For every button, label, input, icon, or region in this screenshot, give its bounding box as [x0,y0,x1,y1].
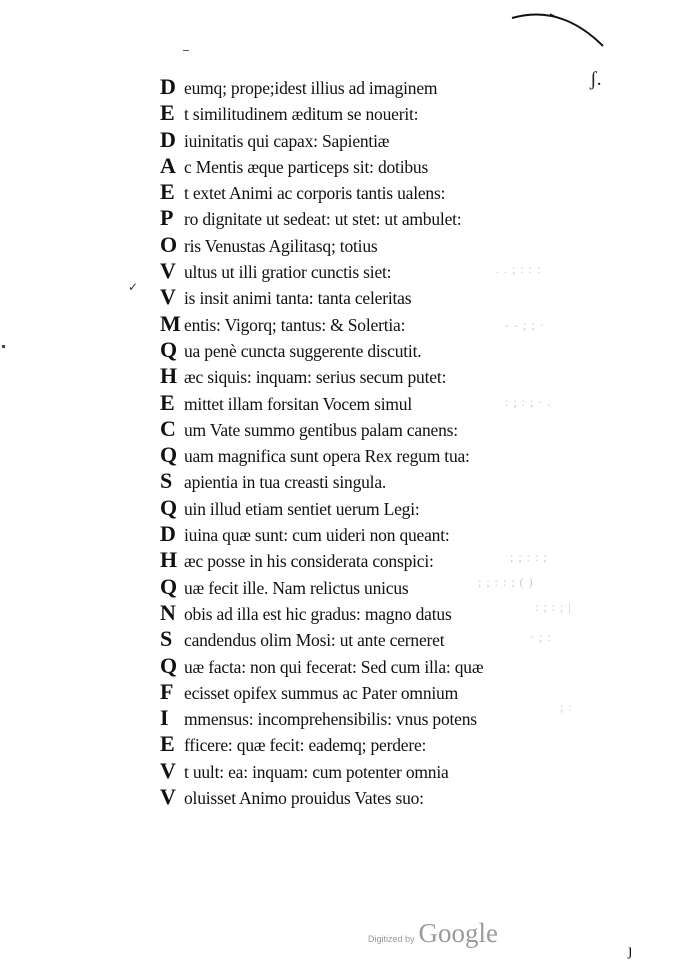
line-initial: O [160,231,177,257]
line-text: ua penè cuncta suggerente discutit. [184,340,422,361]
line-text: ecisset opifex summus ac Pater omnium [184,682,459,703]
line-text: eumq; prope;idest illius ad imaginem [184,78,438,98]
line-text: um Vate summo gentibus palam canens: [184,419,458,440]
line-text: apientia in tua creasti singula. [184,472,387,493]
line-initial: M [160,310,181,336]
text-line [160,626,620,652]
line-initial: E [160,389,175,415]
text-line [160,705,620,731]
line-text: obis ad illa est hic gradus: magno datus [184,603,452,624]
text-line [160,521,620,547]
text-line [160,653,620,679]
line-text: uam magnifica sunt opera Rex regum tua: [184,446,470,467]
text-line [160,311,620,337]
line-initial: D [160,74,176,99]
text-line [160,337,620,363]
line-text: t similitudinem æditum se nouerit: [184,104,419,125]
line-initial: S [160,626,173,652]
bleed-through-text: - - ; ; · [505,318,545,332]
bleed-through-text: : ; : ; · . [505,395,552,409]
line-text: mmensus: incomprehensibilis: vnus potens [184,709,477,730]
line-initial: Q [160,336,177,362]
line-text: iuina quæ sunt: cum uideri non queant: [184,525,450,546]
line-text: oluisset Animo prouidus Vates suo: [184,788,424,809]
text-line [160,284,620,310]
text-line [160,574,620,600]
bleed-through-text: ; : [560,700,573,714]
line-initial: P [160,205,174,231]
margin-speck [2,345,5,348]
bleed-through-text: ; ; : : ; ( ) [478,575,534,589]
line-initial: H [160,547,177,573]
line-text: æc posse in his considerata conspici: [184,551,434,572]
line-initial: D [160,521,176,547]
watermark-prefix: Digitized by [368,934,415,944]
text-line [160,468,620,494]
line-text: iuinitatis qui capax: Sapientiæ [184,130,390,151]
watermark-brand: Google [418,918,499,948]
line-initial: S [160,468,173,494]
text-line [160,127,620,153]
line-text: t extet Animi ac corporis tantis ualens: [184,183,446,204]
margin-ink-mark: ʃ. [590,68,602,90]
line-initial: D [160,126,176,152]
line-initial: A [160,152,176,178]
text-line [160,258,620,284]
text-line [160,679,620,705]
poem-text-block [160,74,620,810]
line-text: uæ fecit ille. Nam relictus unicus [184,577,409,598]
ink-speck-bottom: ȷ [628,942,633,959]
line-initial: Q [160,652,177,678]
line-text: uæ facta: non qui fecerat: Sed cum illa: quæ [184,656,484,677]
line-initial: V [160,258,176,284]
text-line [160,600,620,626]
margin-ink-mark-left: ✓ [128,280,139,294]
line-initial: E [160,100,175,126]
text-line [160,784,620,810]
ink-stroke-mark [510,10,605,50]
line-text: uin illud etiam sentiet uerum Legi: [184,498,420,519]
line-text: c Mentis æque particeps sit: dotibus [184,156,429,177]
text-line [160,731,620,757]
text-line [160,232,620,258]
line-initial: V [160,284,176,310]
line-initial: H [160,363,177,389]
text-line [160,363,620,389]
line-initial: V [160,757,176,783]
line-text: ro dignitate ut sedeat: ut stet: ut ambulet: [184,209,462,230]
bleed-through-text: ; ; : : ; [510,550,548,564]
line-initial: Q [160,442,177,468]
text-line [160,153,620,179]
bleed-through-text: · ; : [530,630,552,644]
line-initial: C [160,415,176,441]
line-text: ris Venustas Agilitasq; totius [184,235,378,256]
bleed-through-text: . . ; : : : [496,262,542,276]
bleed-through-text: : ; : ; | [535,600,572,614]
line-initial: E [160,179,175,205]
line-initial: F [160,678,174,704]
digitization-watermark [368,918,498,949]
line-initial: Q [160,573,177,599]
line-initial: Q [160,494,177,520]
text-line [160,547,620,573]
line-initial: V [160,784,176,810]
line-text: fficere: quæ fecit: eademq; perdere: [184,735,427,756]
line-initial: N [160,599,176,625]
text-line [160,74,620,100]
text-line [160,442,620,468]
line-text: æc siquis: inquam: serius secum putet: [184,367,447,388]
line-text: t uult: ea: inquam: cum potenter omnia [184,761,449,782]
text-line [160,416,620,442]
line-initial: I [160,705,169,731]
line-text: entis: Vigorq; tantus: & Solertia: [184,314,406,335]
text-line [160,205,620,231]
text-line [160,100,620,126]
line-text: candendus olim Mosi: ut ante cerneret [184,630,445,651]
ink-speck [183,50,189,51]
text-line [160,179,620,205]
line-text: mittet illam forsitan Vocem simul [184,393,413,414]
text-line [160,390,620,416]
line-initial: E [160,731,175,757]
text-line [160,758,620,784]
line-text: ultus ut illi gratior cunctis siet: [184,262,392,283]
line-text: is insit animi tanta: tanta celeritas [184,288,412,309]
text-line [160,495,620,521]
